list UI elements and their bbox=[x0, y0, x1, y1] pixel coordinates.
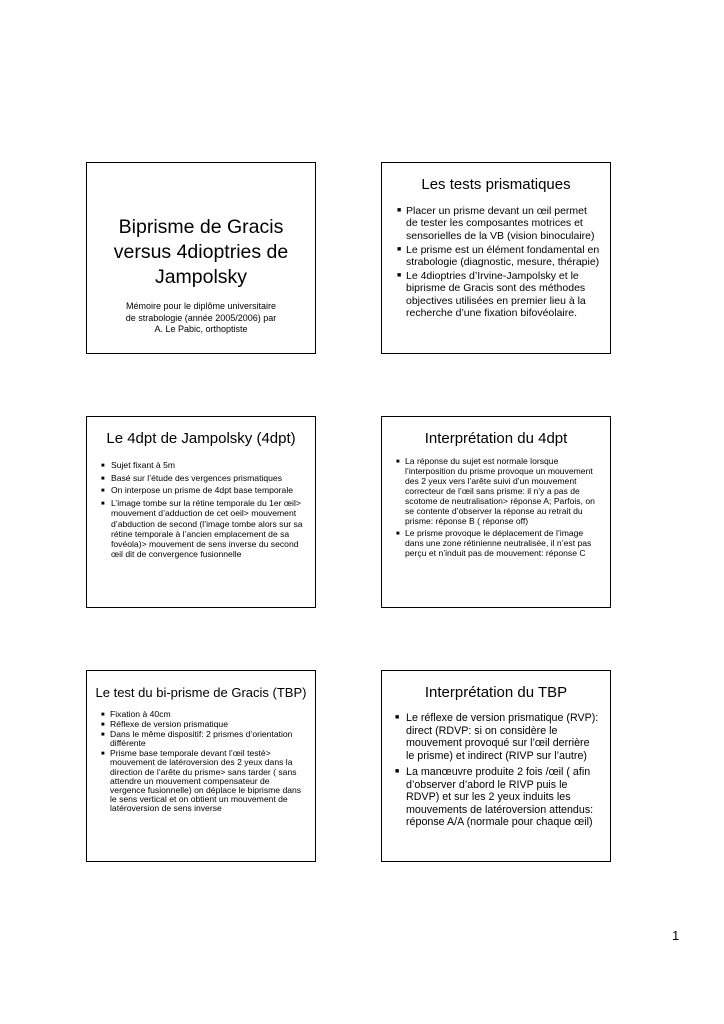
bullet-icon: ■ bbox=[101, 475, 105, 482]
bullet-icon: ■ bbox=[101, 712, 105, 718]
subtitle-line-3: A. Le Pabic, orthoptiste bbox=[154, 324, 248, 334]
slide-6-bullet-list bbox=[396, 712, 600, 829]
bullet-icon: ■ bbox=[397, 245, 402, 253]
bullet-icon: ■ bbox=[396, 531, 400, 537]
list-item: ■ Le réflexe de version prismatique (RVP): direct (RDVP: si on considère le mouvement provoqué sur l’œil derrière le prisme) et indirect (RIVP sur l’autre) bbox=[395, 712, 599, 762]
bullet-icon: ■ bbox=[101, 463, 105, 469]
slide-3-title: Le 4dpt de Jampolsky (4dpt) bbox=[106, 430, 296, 447]
bullet-icon: ■ bbox=[397, 207, 402, 214]
list-item: ■ Le prisme provoque le déplacement de l’image dans une zone rétinienne neutralisée, il n’est pas perçu et n’induit pas de mouvement: réponse C bbox=[396, 528, 592, 558]
list-item: ■ Prisme base temporale devant l’œil testé> mouvement de latéroversion des 2 yeux dans la direction de l’arête du prisme> sans tarder ( sans attendre un mouvement compensateur de vergence fusionnelle) on déplace le biprisme dans le sens vertical et on obtient un mouvement de latéroversion de sens inverse bbox=[101, 748, 302, 813]
bullet-icon: ■ bbox=[101, 732, 105, 739]
list-item: ■ Basé sur l’étude des vergences prismatiques bbox=[101, 472, 283, 483]
bullet-icon: ■ bbox=[395, 714, 400, 721]
slide-6-title: Interprétation du TBP bbox=[424, 684, 568, 701]
slide-5-title: Le test du bi-prisme de Gracis (TBP) bbox=[95, 685, 307, 700]
list-item: ■ Dans le même dispositif: 2 prismes d’orientation différente bbox=[101, 729, 293, 749]
slide-6 bbox=[381, 670, 611, 862]
bullet-icon: ■ bbox=[101, 722, 105, 729]
list-item: ■ La manœuvre produite 2 fois /œil ( afin d’observer d’abord le RIVP puis le RDVP) et sur les 2 yeux induits les mouvements de latéroversion attendus: réponse A/A (normale pour chaque œil) bbox=[395, 766, 594, 828]
slide-3 bbox=[86, 416, 316, 608]
list-item: ■ Réflexe de version prismatique bbox=[101, 719, 228, 730]
bullet-icon: ■ bbox=[101, 501, 105, 508]
bullet-icon: ■ bbox=[395, 768, 400, 775]
slide-5 bbox=[86, 670, 316, 862]
slide-2-bullet-list bbox=[398, 205, 600, 320]
list-item: ■ On interpose un prisme de 4dpt base temporale bbox=[101, 485, 294, 496]
slide-1-subtitle bbox=[93, 301, 309, 336]
bullet-icon: ■ bbox=[397, 272, 402, 280]
bullet-icon: ■ bbox=[101, 488, 105, 495]
slide-3-bullet-list bbox=[101, 460, 305, 559]
list-item: ■ Placer un prisme devant un œil permet de tester les composantes motrices et sensorielles de la VB (vision binoculaire) bbox=[397, 205, 595, 242]
slide-1-title: Biprisme de Gracis versus 4dioptries de Jampolsky bbox=[113, 216, 289, 288]
page-number: 1 bbox=[672, 928, 680, 943]
slide-2 bbox=[381, 162, 611, 354]
bullet-icon: ■ bbox=[101, 751, 105, 758]
bullet-icon: ■ bbox=[396, 459, 400, 465]
list-item: ■ Sujet fixant à 5m bbox=[101, 460, 176, 470]
slide-4 bbox=[381, 416, 611, 608]
slide-4-bullet-list bbox=[396, 456, 602, 558]
slide-2-title: Les tests prismatiques bbox=[421, 176, 571, 193]
list-item: ■ Fixation à 40cm bbox=[101, 709, 171, 719]
list-item: ■ La réponse du sujet est normale lorsque l’interposition du prisme provoque un mouvement des 2 yeux vers l’arête suivi d’un mouvement correcteur de l’œil sans prisme: il n’y a pas de scotome de neutralisation> réponse A; Parfois, on se contente d’observer la réponse au retrait du prisme: réponse B ( réponse off) bbox=[396, 456, 595, 526]
slide-5-bullet-list bbox=[101, 710, 307, 813]
list-item: ■ Le prisme est un élément fondamental en strabologie (diagnostic, mesure, thérapie) bbox=[397, 243, 600, 269]
list-item: ■ Le 4dioptries d’Irvine-Jampolsky et le biprisme de Gracis sont des méthodes objectives utilisées en premier lieu à la recherche d’une fixation bifovéolaire. bbox=[397, 270, 586, 320]
subtitle-line-2: de strabologie (année 2005/2006) par bbox=[125, 312, 277, 323]
slide-4-title: Interprétation du 4dpt bbox=[424, 430, 568, 447]
list-item: ■ L’image tombe sur la rétine temporale du 1er œil> mouvement d’adduction de cet oeil> mouvement d’abduction de second (l’image tombe alors sur sa rétine temporale à l’ancien emplacement de sa fovéola)> mouvement de sens inverse du second œil dit de convergence fusionnelle bbox=[101, 498, 303, 560]
slide-1 bbox=[86, 162, 316, 354]
subtitle-line-1: Mémoire pour le diplôme universitaire bbox=[125, 301, 277, 311]
